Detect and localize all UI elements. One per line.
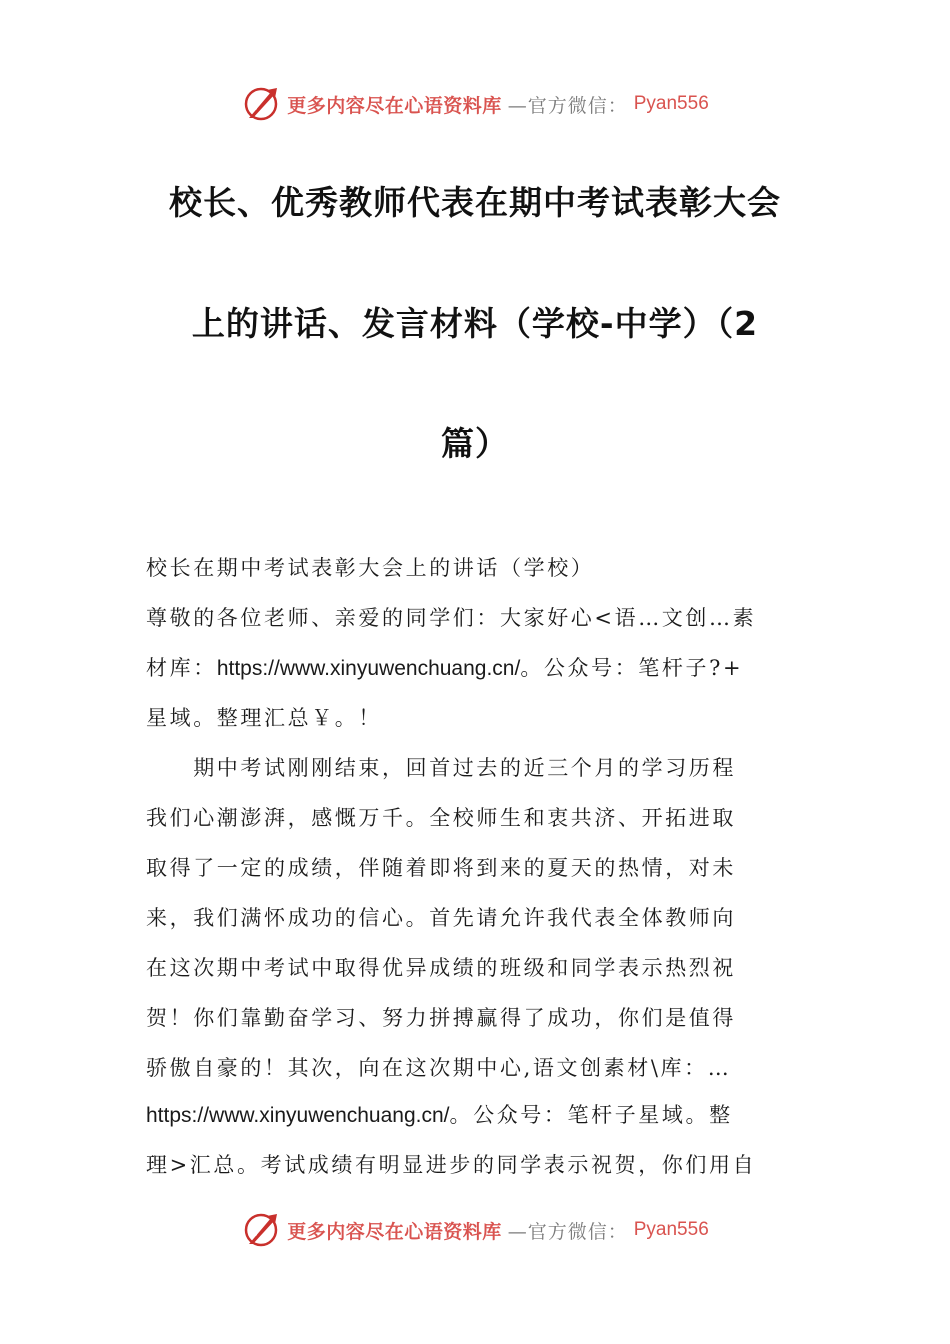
body-line: 期中考试刚刚结束，回首过去的近三个月的学习历程 xyxy=(146,756,736,780)
body-line: 我们心潮澎湃，感慨万千。全校师生和衷共济、开拓进取 xyxy=(146,806,736,830)
banner-wechat-id: Pyan556 xyxy=(633,1219,709,1240)
body-line: 理>汇总。考试成绩有明显进步的同学表示祝贺，你们用自 xyxy=(146,1153,757,1177)
body-line: https://www.xinyuwenchuang.cn/。公众号：笔杆子星域。整 xyxy=(146,1103,733,1127)
footer-banner xyxy=(0,1208,950,1252)
body-line: 星域。整理汇总￥。！ xyxy=(146,706,382,730)
document-title-line-1: 校长、优秀教师代表在期中考试表彰大会 xyxy=(169,183,781,222)
document-title-line-3: 篇） xyxy=(441,424,509,463)
document-title-line-2: 上的讲话、发言材料（学校-中学）（2 xyxy=(191,304,759,343)
body-line: 尊敬的各位老师、亲爱的同学们：大家好心<语…文创…素 xyxy=(146,606,757,630)
banner-wechat-label: —官方微信： xyxy=(507,1220,628,1243)
section-heading: 校长在期中考试表彰大会上的讲话（学校） xyxy=(146,556,595,580)
banner-wechat-id: Pyan556 xyxy=(633,93,709,114)
body-line: 骄傲自豪的！其次，向在这次期中心,语文创素材\库：… xyxy=(146,1056,732,1080)
body-line: 取得了一定的成绩，伴随着即将到来的夏天的热情，对未 xyxy=(146,856,736,880)
banner-slogan: 更多内容尽在心语资料库 xyxy=(287,1220,502,1243)
body-line: 来，我们满怀成功的信心。首先请允许我代表全体教师向 xyxy=(146,906,736,930)
website-link[interactable]: https://www.xinyuwenchuang.cn/ xyxy=(216,657,521,680)
body-line: 在这次期中考试中取得优异成绩的班级和同学表示热烈祝 xyxy=(146,956,736,980)
banner-wechat-label: —官方微信： xyxy=(507,94,628,117)
banner-slogan: 更多内容尽在心语资料库 xyxy=(287,94,502,117)
body-line: 贺！你们靠勤奋学习、努力拼搏赢得了成功，你们是值得 xyxy=(146,1006,736,1030)
quill-circle-logo-icon xyxy=(241,84,281,124)
quill-circle-logo-icon xyxy=(241,1210,281,1250)
body-line: 材库：https://www.xinyuwenchuang.cn/。公众号：笔杆子?+ xyxy=(146,656,744,680)
website-link[interactable]: https://www.xinyuwenchuang.cn/ xyxy=(146,1104,450,1127)
header-banner xyxy=(0,82,950,126)
